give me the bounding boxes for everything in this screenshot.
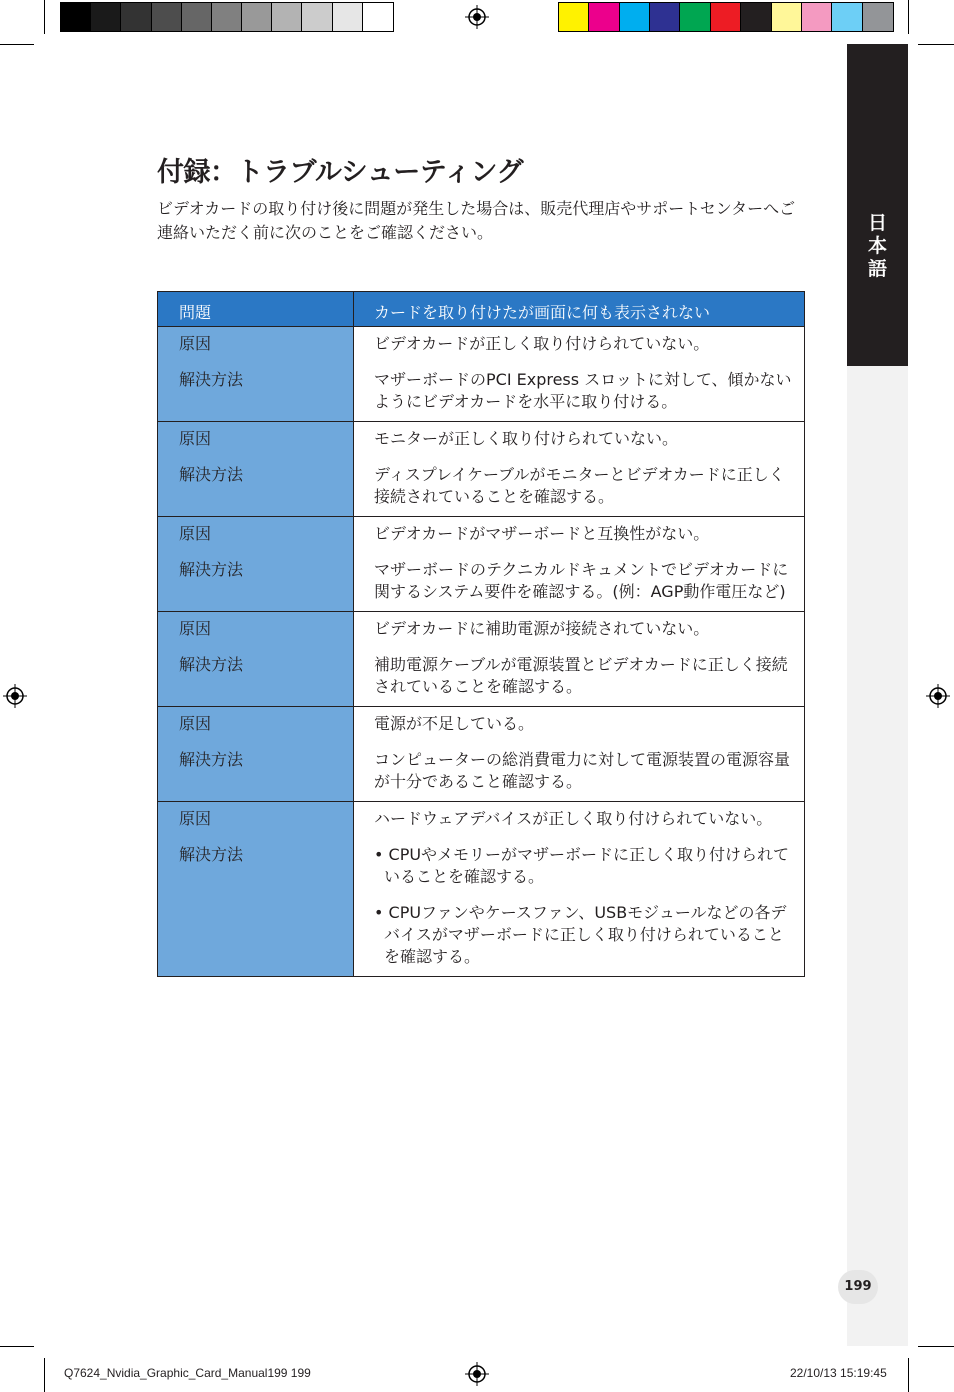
problem-text: カードを取り付けたが画面に何も表示されない (354, 292, 805, 327)
solution-text: マザーボードのPCI Express スロットに対して、傾かないようにビデオカードを水平に取り付ける。 (374, 370, 792, 411)
cause-text: 電源が不足している。 (374, 714, 535, 733)
footer-timestamp: 22/10/13 15:19:45 (790, 1366, 887, 1380)
color-bar (558, 2, 894, 32)
color-swatch (559, 3, 589, 31)
color-swatch (650, 3, 680, 31)
cause-label: 原因 (179, 429, 212, 448)
color-swatch (212, 3, 242, 31)
solution-label: 解決方法 (179, 845, 244, 864)
color-swatch (91, 3, 121, 31)
intro-text: ビデオカードの取り付け後に問題が発生した場合は、販売代理店やサポートセンターへご連絡いただく前に次のことをご確認ください。 (157, 199, 796, 242)
row-labels (158, 707, 354, 802)
row-content (354, 802, 805, 977)
color-swatch (182, 3, 212, 31)
cause-label: 原因 (179, 334, 212, 353)
language-tab (847, 44, 908, 366)
footer-file: Q7624_Nvidia_Graphic_Card_Manual199 199 (64, 1366, 311, 1380)
registration-mark-icon (465, 1362, 489, 1386)
row-content (354, 707, 805, 802)
color-swatch (242, 3, 272, 31)
row-labels (158, 327, 354, 422)
cause-text: ビデオカードがマザーボードと互換性がない。 (374, 524, 710, 543)
table-row (158, 327, 805, 422)
color-swatch (680, 3, 710, 31)
color-swatch (121, 3, 151, 31)
cause-text: ビデオカードに補助電源が接続されていない。 (374, 619, 710, 638)
row-labels (158, 422, 354, 517)
solution-text: ディスプレイケーブルがモニターとビデオカードに正しく接続されていることを確認する。 (374, 465, 785, 506)
table-row (158, 517, 805, 612)
color-swatch (863, 3, 893, 31)
language-char: 日 (867, 212, 887, 234)
solution-label: 解決方法 (179, 655, 244, 674)
crop-mark (918, 44, 954, 45)
table-row (158, 422, 805, 517)
crop-mark (0, 44, 34, 45)
language-char: 本 (867, 235, 887, 257)
color-swatch (272, 3, 302, 31)
color-swatch (802, 3, 832, 31)
page-title: 付録：トラブルシューティング (157, 157, 524, 188)
color-swatch (363, 3, 393, 31)
page-number: 199 (838, 1270, 878, 1304)
color-swatch (620, 3, 650, 31)
table-row (158, 802, 805, 977)
color-swatch (741, 3, 771, 31)
problem-label: 問題 (158, 292, 354, 327)
color-swatch (302, 3, 332, 31)
solution-text: コンピューターの総消費電力に対して電源装置の電源容量が十分であること確認する。 (374, 750, 791, 791)
registration-mark-icon (3, 684, 27, 708)
row-labels (158, 612, 354, 707)
cause-label: 原因 (179, 524, 212, 543)
solution-text: マザーボードのテクニカルドキュメントでビデオカードに関するシステム要件を確認する。(例：AGP動作電圧など) (374, 560, 789, 601)
troubleshooting-table (157, 291, 805, 977)
registration-mark-icon (465, 5, 489, 29)
solution-bullet: • CPUやメモリーがマザーボードに正しく取り付けられていることを確認する。 (374, 845, 790, 886)
row-content (354, 517, 805, 612)
crop-mark (908, 1358, 909, 1392)
crop-mark (918, 1346, 954, 1347)
cause-text: モニターが正しく取り付けられていない。 (374, 429, 679, 448)
registration-mark-icon (926, 684, 950, 708)
solution-label: 解決方法 (179, 750, 244, 769)
color-swatch (832, 3, 862, 31)
cause-label: 原因 (179, 619, 212, 638)
solution-label: 解決方法 (179, 370, 244, 389)
row-content (354, 327, 805, 422)
language-label (847, 212, 908, 281)
crop-mark (0, 1346, 34, 1347)
color-swatch (152, 3, 182, 31)
cause-text: ハードウェアデバイスが正しく取り付けられていない。 (374, 809, 773, 828)
solution-label: 解決方法 (179, 465, 244, 484)
table-row (158, 707, 805, 802)
solution-text: 補助電源ケーブルが電源装置とビデオカードに正しく接続されていることを確認する。 (374, 655, 788, 696)
cause-label: 原因 (179, 714, 212, 733)
grayscale-bar (60, 2, 394, 32)
row-content (354, 612, 805, 707)
solution-bullet: • CPUファンやケースファン、USBモジュールなどの各デバイスがマザーボードに正しく取り付けられていることを確認する。 (374, 903, 787, 966)
table-row (158, 612, 805, 707)
crop-mark (44, 0, 45, 34)
cause-label: 原因 (179, 809, 212, 828)
side-margin-band (847, 366, 908, 1346)
color-swatch (333, 3, 363, 31)
solution-label: 解決方法 (179, 560, 244, 579)
table-header-row (158, 292, 805, 327)
language-char: 語 (867, 258, 887, 280)
color-swatch (61, 3, 91, 31)
row-content (354, 422, 805, 517)
color-swatch (589, 3, 619, 31)
color-swatch (711, 3, 741, 31)
crop-mark (44, 1358, 45, 1392)
crop-mark (908, 0, 909, 34)
row-labels (158, 802, 354, 977)
color-swatch (772, 3, 802, 31)
cause-text: ビデオカードが正しく取り付けられていない。 (374, 334, 710, 353)
row-labels (158, 517, 354, 612)
